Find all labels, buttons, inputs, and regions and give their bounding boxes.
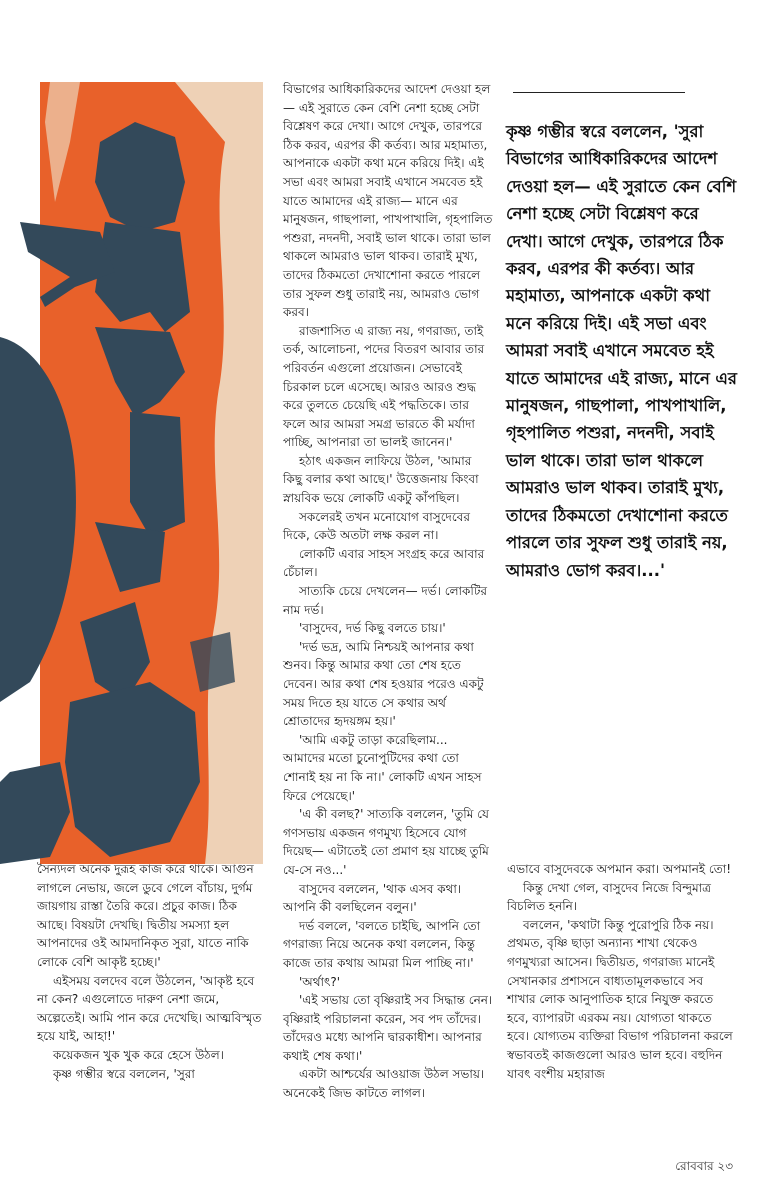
pull-quote-rule [513, 92, 685, 93]
paragraph: বিভাগের আধিকারিকদের আদেশ দেওয়া হল— এই সুরাতে কেন বেশি নেশা হচ্ছে সেটা বিশ্লেষণ করে দেখা। আগে দেখুক, তারপরে ঠিক করব, এরপর কী কর্তব্য। আর মহামাত্য, আপনাকে একটা কথা মনে করিয়ে দিই। এই সভা এবং আমরা সবাই এখানে সমবেত হই যাতে আমাদের এই রাজ্য— মানে এর মানুষজন, গাছপালা, পাখপাখালি, গৃহপালিত পশুরা, নদনদী, সবাই ভাল থাকে। তারা ভাল থাকলে আমরাও ভাল থাকব। তারাই মুখ্য, তাদের ঠিকমতো দেখাশোনা করতে পারলে তার সুফল শুধু তারাই নয়, আমরাও ভোগ করব। [283, 82, 493, 320]
right-bottom-text-column [507, 860, 735, 1083]
paragraph: কৃষ্ণ গম্ভীর স্বরে বললেন, 'সুরা [53, 1066, 195, 1081]
paragraph: 'আমি একটু তাড়া করেছিলাম... আমাদের মতো চুনোপুটিদের কথা তো শোনাই হয় না কি না।' লোকটি এখন সাহস ফিরে পেয়েছে।' [283, 732, 482, 803]
paragraph: 'এ কী বলছ?' সাত্যকি বললেন, 'তুমি যে গণসভায় একজন গণমুখ্য হিসেবে যোগ দিয়েছ— এটাতেই তো প্রমাণ হয় যাচ্ছে তুমি যে-সে নও...' [283, 807, 489, 877]
paragraph: এইসময় বলদেব বলে উঠলেন, 'আকৃষ্ট হবে না কেন? এগুলোতে দারুণ নেশা জমে, অল্পেতেই। আমি পান করে দেখেছি। আত্মবিস্মৃত হয়ে যাই, আহা!' [37, 973, 262, 1044]
paragraph: 'বাসুদেব, দর্ভ কিছু বলতে চায়।' [299, 621, 446, 636]
paragraph: 'এই সভায় তো বৃষ্ণিরাই সব সিদ্ধান্ত নেন। বৃষ্ণিরাই পরিচালনা করেন, সব পদ তাঁদের। তাঁদেরও মধ্যে আপনি দ্বারকাধীশ। আপনার কথাই শেষ কথা।' [283, 993, 493, 1063]
paragraph: রাজশাসিত এ রাজ্য নয়, গণরাজ্য, তাই তর্ক, আলোচনা, পদের বিতরণ আবার তার পরিবর্তন এগুলো প্রয়োজন। সেভাবেই চিরকাল চলে এসেছে। আরও আরও শুদ্ধ করে তুলতে চেয়েছি এই পদ্ধতিকে। তার ফলে আর আমরা সমগ্র ভারতে কী মর্যাদা পাচ্ছি, আপনারা তা ভালই জানেন।' [283, 323, 485, 450]
paragraph: বললেন, 'কথাটা কিন্তু পুরোপুরি ঠিক নয়। প্রথমত, বৃষ্ণি ছাড়া অন্যান্য শাখা থেকেও গণমুখ্যরা আসেন। দ্বিতীয়ত, গণরাজ্য মানেই সেখানকার প্রশাসনে বাধ্যতামূলকভাবে সব শাখার লোক আনুপাতিক হারে নিযুক্ত করতে হবে, ব্যাপারটা এরকম নয়। যোগ্যতা থাকতে হবে। যোগ্যতম ব্যক্তিরা বিভাগ পরিচালনা করলে স্বভাবতই কাজগুলো আরও ভাল হবে। বহুদিন যাবৎ বংশীয় মহারাজ [507, 917, 733, 1081]
paragraph: কয়েকজন খুক খুক করে হেসে উঠল। [53, 1047, 224, 1062]
paragraph: 'দর্ভ ভদ্র, আমি নিশ্চয়ই আপনার কথা শুনব। কিন্তু আমার কথা তো শেষ হতে দেবেন। আর কথা শেষ হওয়ার পরেও একটু সময় দিতে হয় যাতে সে কথার অর্থ শ্রোতাদের হৃদয়ঙ্গম হয়।' [283, 639, 484, 729]
paragraph: বাসুদেব বললেন, 'থাক এসব কথা। আপনি কী বলছিলেন বলুন।' [283, 881, 462, 915]
paragraph: সৈন্যদল অনেক দুরূহ কাজ করে থাকে। আগুন লাগলে নেভায়, জলে ডুবে গেলে বাঁচায়, দুর্গম জায়গায় রাস্তা তৈরি করে। প্রচুর কাজ। ঠিক আছে। বিষয়টা দেখছি। দ্বিতীয় সমস্যা হল আপনাদের ওই আমদানিকৃত সুরা, যাতে নাকি লোকে বেশি আকৃষ্ট হচ্ছে।' [37, 862, 254, 969]
main-text-column [283, 80, 493, 1103]
paragraph: লোকটি এবার সাহস সংগ্রহ করে আবার চেঁচাল। [283, 546, 485, 580]
page-footer: রোববার ২৩ [675, 1159, 733, 1173]
paragraph: কিন্তু দেখা গেল, বাসুদেব নিজে বিন্দুমাত্র বিচলিত হননি। [507, 880, 711, 914]
paragraph: সকলেরই তখন মনোযোগ বাসুদেবের দিকে, কেউ অতটা লক্ষ করল না। [283, 509, 470, 543]
paragraph: হঠাৎ একজন লাফিয়ে উঠল, 'আমার কিছু বলার কথা আছে।' উত্তেজনায় কিংবা স্নায়বিক ভয়ে লোকটি একটু কাঁপছিল। [283, 453, 479, 506]
left-bottom-text-column [37, 860, 265, 1083]
paragraph: দর্ভ বললে, 'বলতে চাইছি, আপনি তো গণরাজ্য নিয়ে অনেক কথা বললেন, কিন্তু কাজে তার কথায় আমরা মিল পাচ্ছি না।' [283, 918, 481, 970]
paragraph: 'অর্থাৎ?' [299, 974, 341, 989]
paragraph: একটা আশ্চর্যের আওয়াজ উঠল সভায়। অনেকেই জিভ কাটতে লাগল। [283, 1067, 485, 1101]
pull-quote: কৃষ্ণ গম্ভীর স্বরে বললেন, 'সুরা বিভাগের আধিকারিকদের আদেশ দেওয়া হল— এই সুরাতে কেন বেশি নেশা হচ্ছে সেটা বিশ্লেষণ করে দেখা। আগে দেখুক, তারপরে ঠিক করব, এরপর কী কর্তব্য। আর মহামাত্য, আপনাকে একটা কথা মনে করিয়ে দিই। এই সভা এবং আমরা সবাই এখানে সমবেত হই যাতে আমাদের এই রাজ্য, মানে এর মানুষজন, গাছপালা, পাখপাখালি, গৃহপালিত পশুরা, নদনদী, সবাই ভাল থাকে। তারা ভাল থাকলে আমরাও ভাল থাকব। তারাই মুখ্য, তাদের ঠিকমতো দেখাশোনা করতে পারলে তার সুফল শুধু তারাই নয়, আমরাও ভোগ করব।...' [506, 122, 737, 580]
painting-illustration [0, 82, 263, 864]
paragraph: সাত্যকি চেয়ে দেখলেন— দর্ভ। লোকটির নাম দর্ভ। [283, 584, 487, 617]
paragraph: এভাবে বাসুদেবকে অপমান করা। অপমানই তো! [507, 862, 732, 876]
